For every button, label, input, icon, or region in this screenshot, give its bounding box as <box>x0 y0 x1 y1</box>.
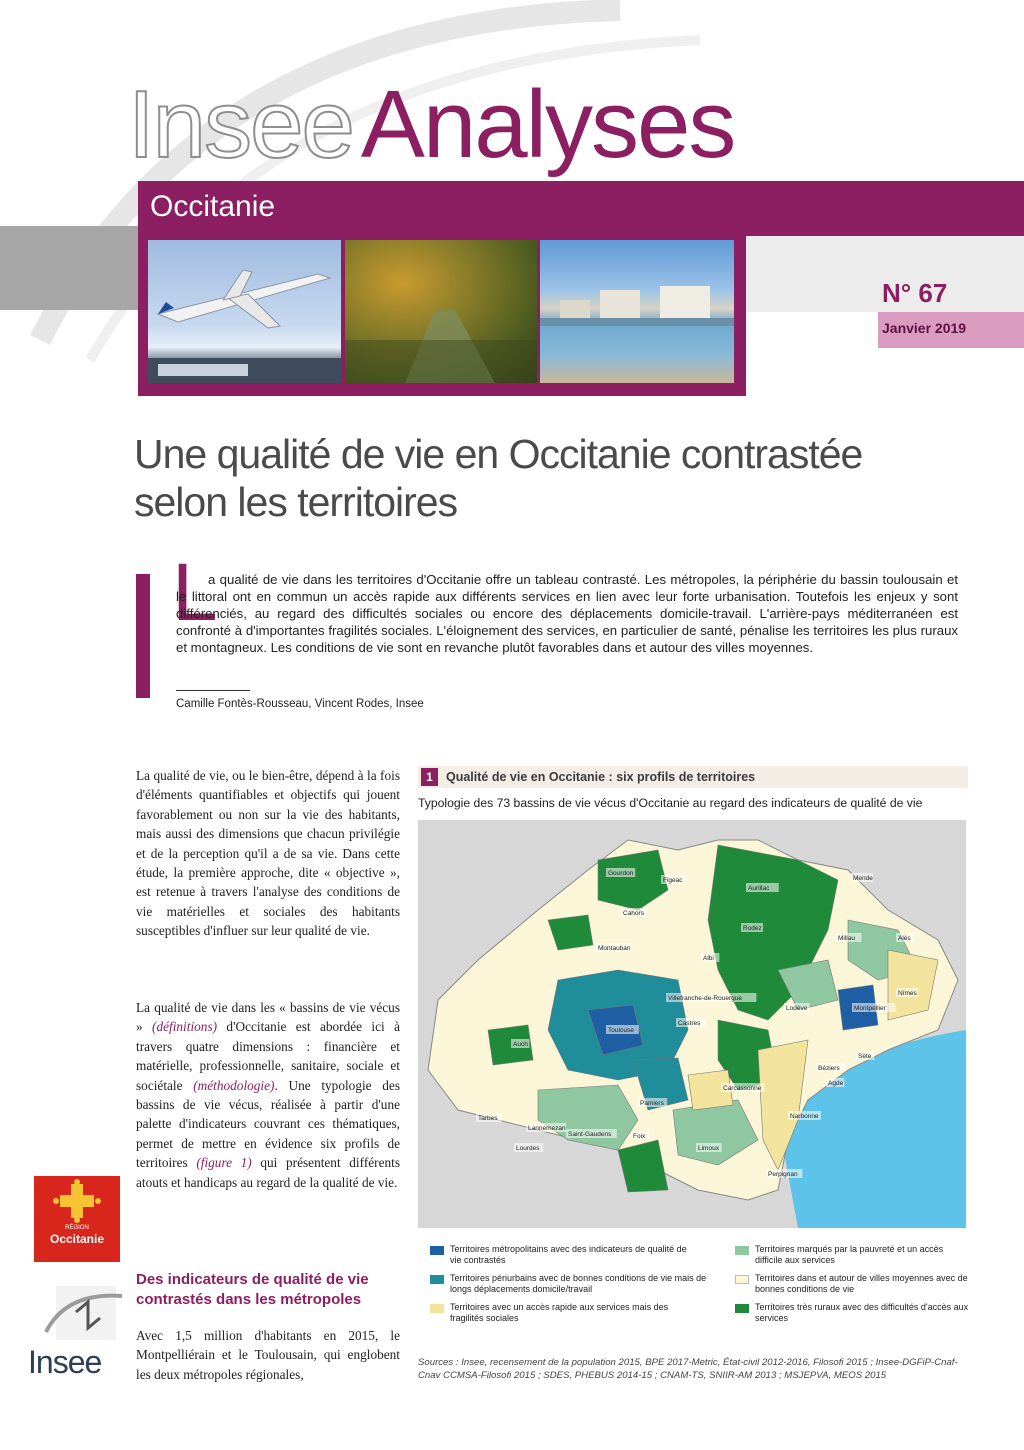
figure-title: Qualité de vie en Occitanie : six profils de territoires <box>446 770 756 784</box>
insee-logo-text: Insee <box>28 1344 102 1380</box>
occitanie-region-logo <box>34 1176 120 1262</box>
occitanie-logo-small: RÉGION <box>65 1225 89 1231</box>
para2-text-d: qui présentent différents atouts et handicaps au regard de la qualité de vie. <box>136 1155 400 1190</box>
link-methodologie[interactable]: (méthodologie) <box>193 1077 275 1093</box>
para2-text-a: La qualité de vie dans les « bassins de vie vécus » <box>136 1000 400 1035</box>
issue-date: Janvier 2019 <box>882 320 967 336</box>
body-paragraph-1: La qualité de vie, ou le bien-être, dépend à la fois d'éléments quantifiables et objectifs qui jouent favorablement ou non sur la vie des habitants, mais aussi des dimensions que chacun privilégie et de la perception qu'il a de sa vie. Dans cette étude, la première approche, dite « objective », est retenue à travers l'analyse des conditions de vie matérielles et sociales des habitants susceptibles d'influer sur leur qualité de vie. <box>136 768 400 939</box>
map-label: Gourdon <box>608 870 634 877</box>
map-label: Carcassonne <box>723 1085 762 1092</box>
legend-swatch-towns <box>735 1275 749 1284</box>
section-subheading: Des indicateurs de qualité de vie contrastés dans les métropoles <box>136 1271 369 1308</box>
region-label: Occitanie <box>150 190 276 223</box>
map-label: Castres <box>678 1020 701 1027</box>
body-paragraph-3: Avec 1,5 million d'habitants en 2015, le Montpelliérain et le Toulousain, qui englobent les deux métropoles régionales, <box>136 1328 400 1382</box>
photo-airplane <box>148 240 341 383</box>
legend-label-poverty: Territoires marqués par la pauvreté et un accès difficile aux services <box>755 1244 944 1265</box>
map-label: Tarbes <box>478 1115 498 1122</box>
map-label: Millau <box>838 935 855 942</box>
issue-number: N° 67 <box>882 278 948 308</box>
drop-cap: L <box>172 547 218 638</box>
brand-analyses: Analyses <box>360 71 735 178</box>
map-label: Limoux <box>698 1145 719 1152</box>
intro-accent-bar <box>136 574 150 698</box>
legend-label-metropolitan: Territoires métropolitains avec des indicateurs de qualité de vie contrastés <box>450 1244 687 1265</box>
map-label: Albi <box>703 955 714 962</box>
legend-swatch-metropolitan <box>430 1246 444 1255</box>
map-label: Toulouse <box>608 1027 635 1034</box>
map-label: Foix <box>633 1133 646 1140</box>
legend-label-towns: Territoires dans et autour de villes moyennes avec de bonnes conditions de vie <box>755 1273 968 1294</box>
map-label: Sète <box>858 1053 872 1060</box>
para2-text-c: . Une typologie des bassins de vie vécus, réalisée à partir d'une palette d'indicateurs couvrant ces thématiques, permet de mettre en évidence six profils de territoires <box>136 1077 400 1171</box>
brand-logo <box>128 70 734 180</box>
map-label: Aurillac <box>748 885 770 892</box>
intro-paragraph: a qualité de vie dans les territoires d'Occitanie offre un tableau contrasté. Les métropoles, la périphérie du bassin toulousain et le littoral ont en commun un accès rapide aux différents services en lien avec leur forte urbanisation. Toutefois les enjeux y sont différenciés, au regard des difficultés sociales ou encore des déplacements domicile-travail. L'arrière-pays méditerranéen est confronté à d'importantes fragilités sociales. L'éloignement des services, en particulier de santé, pénalise les territoires les plus ruraux et montagneux. Les conditions de vie sont en revanche plutôt favorables dans et autour des villes moyennes. <box>176 572 958 655</box>
map-label: Figeac <box>663 877 683 884</box>
figure-legend <box>430 1244 970 1330</box>
photo-beach <box>540 240 734 383</box>
legend-label-fragile: Territoires avec un accès rapide aux services mais des fragilités sociales <box>450 1302 669 1323</box>
legend-swatch-rural <box>735 1304 749 1313</box>
map-label: Auch <box>513 1041 528 1048</box>
legend-swatch-poverty <box>735 1246 749 1255</box>
grey-band <box>0 226 138 310</box>
body-paragraph-2 <box>136 998 400 1192</box>
brand-insee: Insee <box>128 71 353 178</box>
para2-text-b: d'Occitanie est abordée ici à travers quatre dimensions : financière et matérielle, professionnelle, sanitaire, sociale et sociétale <box>136 1019 400 1093</box>
legend-label-rural: Territoires très ruraux avec des difficultés d'accès aux services <box>755 1302 969 1323</box>
map-label: Montauban <box>598 945 631 952</box>
figure-sources: Sources : Insee, recensement de la population 2015, BPE 2017-Metric, État-civil 2012-2016, Filosofi 2015 ; Insee-DGFiP-Cnaf-Cnav CCMSA-Filosofi 2015 ; SDES, PHEBUS 2014-15 ; CNAM-TS, SNIIR-AM 2013 ; MSJEPVA, MEOS 2015 <box>418 1357 958 1381</box>
map-label: Lourdes <box>516 1145 540 1152</box>
map-label: Agde <box>828 1080 844 1087</box>
map-label: Lodève <box>786 1005 808 1012</box>
canal-icon <box>345 240 537 383</box>
occitanie-logo-text: Occitanie <box>49 1232 105 1246</box>
link-definitions[interactable]: (définitions) <box>152 1019 218 1035</box>
figure-subtitle: Typologie des 73 bassins de vie vécus d'Occitanie au regard des indicateurs de qualité de vie <box>418 796 923 810</box>
map-label: Pamiers <box>640 1100 664 1107</box>
link-figure-1[interactable]: (figure 1) <box>196 1155 252 1171</box>
map-label: Lannemezan <box>528 1125 566 1132</box>
map-label: Montpellier <box>854 1005 886 1012</box>
occitanie-map <box>418 820 966 1228</box>
map-label: Perpignan <box>768 1171 798 1178</box>
figure-number: 1 <box>421 768 438 786</box>
byline: Camille Fontès-Rousseau, Vincent Rodes, Insee <box>176 698 424 710</box>
map-label: Saint-Gaudens <box>568 1131 612 1138</box>
map-label: Alès <box>898 935 911 942</box>
map-label: Béziers <box>818 1065 840 1072</box>
insee-emblem-icon <box>26 1282 126 1344</box>
legend-swatch-fragile <box>430 1304 444 1313</box>
airplane-icon <box>148 240 341 383</box>
legend-label-periurban: Territoires périurbains avec de bonnes conditions de vie mais de longs déplacements domicile/travail <box>450 1273 707 1294</box>
map-label: Mende <box>853 875 873 882</box>
insee-logo <box>26 1282 126 1392</box>
occitan-cross-icon <box>34 1176 120 1226</box>
map-label: Narbonne <box>790 1113 819 1120</box>
beach-icon <box>540 240 734 383</box>
byline-rule <box>176 690 250 691</box>
legend-swatch-periurban <box>430 1275 444 1284</box>
map-label: Cahors <box>623 910 644 917</box>
map-label: Nîmes <box>898 990 917 997</box>
photo-canal-trees <box>345 240 537 383</box>
article-title: Une qualité de vie en Occitanie contrastée selon les territoires <box>134 431 863 525</box>
map-label: Rodez <box>743 925 762 932</box>
map-label: Villefranche-de-Rouergue <box>668 995 742 1002</box>
